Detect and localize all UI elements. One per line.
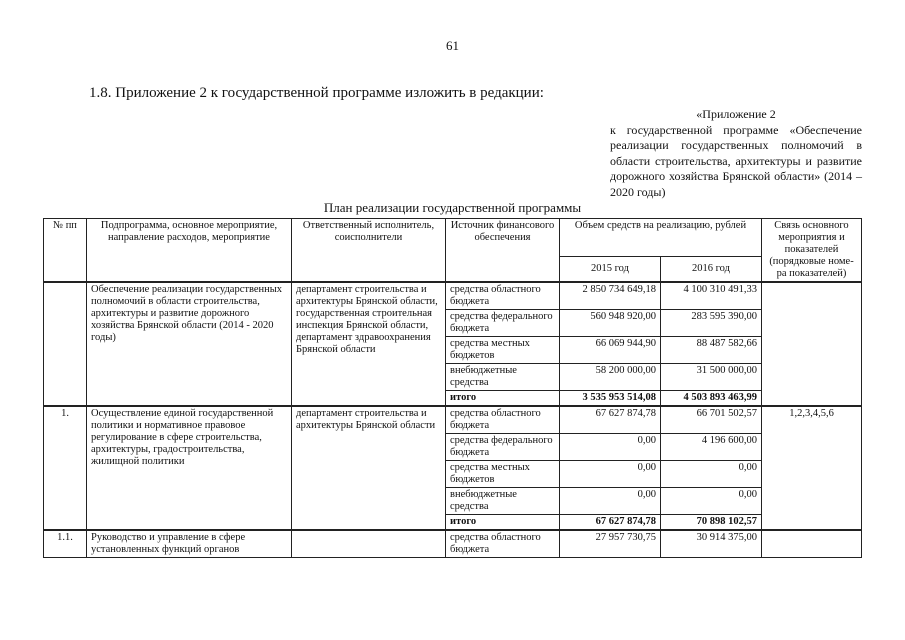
value-2016: 283 595 390,00 [661, 310, 762, 337]
section-heading: 1.8. Приложение 2 к государственной программе изложить в редакции: [89, 85, 544, 101]
value-2015: 3 535 953 514,08 [560, 391, 661, 407]
source-cell: средства областного бюджета [446, 530, 560, 558]
source-cell: средства областного бюджета [446, 406, 560, 434]
value-2015: 0,00 [560, 488, 661, 515]
value-2015: 0,00 [560, 434, 661, 461]
value-2016: 4 503 893 463,99 [661, 391, 762, 407]
appendix-title: «Приложение 2 [696, 107, 776, 121]
value-2016: 30 914 375,00 [661, 530, 762, 558]
source-cell: средства федерального бюджета [446, 310, 560, 337]
row-number: 1.1. [44, 530, 87, 558]
col-2015-header: 2015 год [560, 257, 661, 283]
value-2015: 560 948 920,00 [560, 310, 661, 337]
value-2015: 27 957 730,75 [560, 530, 661, 558]
value-2015: 67 627 874,78 [560, 406, 661, 434]
source-cell: средства федерального бюджета [446, 434, 560, 461]
subprogram-name: Обеспечение реализации государственных полномочий в области строительства, архитектуры и развитие дорожного хозяйства Брянской области (2014 - 2020 годы) [87, 282, 292, 406]
plan-table [43, 218, 862, 558]
page-number: 61 [446, 38, 459, 53]
value-2015: 66 069 944,90 [560, 337, 661, 364]
value-2016: 66 701 502,57 [661, 406, 762, 434]
col-volume-header: Объем средств на реализацию, рублей [560, 219, 762, 257]
source-cell: итого [446, 515, 560, 531]
value-2016: 31 500 000,00 [661, 364, 762, 391]
source-cell: средства областного бюджета [446, 282, 560, 310]
col-subprogram-header: Подпрограмма, основное мероприятие, направление расходов, мероприятие [87, 219, 292, 283]
source-cell: внебюджетные средства [446, 364, 560, 391]
value-2015: 58 200 000,00 [560, 364, 661, 391]
appendix-block [610, 107, 862, 200]
col-source-header: Источник финансового обеспечения [446, 219, 560, 283]
indicator-link: 1,2,3,4,5,6 [762, 406, 862, 530]
col-num-header: № пп [44, 219, 87, 283]
value-2016: 4 196 600,00 [661, 434, 762, 461]
value-2016: 0,00 [661, 488, 762, 515]
col-link-header: Связь основного мероприятия и показателей (порядковые номе-ра показателей) [762, 219, 862, 283]
value-2016: 88 487 582,66 [661, 337, 762, 364]
table-row [44, 530, 862, 558]
subprogram-name: Осуществление единой государственной политики и нормативное правовое регулирование в сфере строительства, архитектуры, градостроительства, жилищной политики [87, 406, 292, 530]
source-cell: внебюджетные средства [446, 488, 560, 515]
responsible-cell: департамент строительства и архитектуры Брянской области, государственная строительная инспекция Брянской области, департамент здравоохранения Брянской области [292, 282, 446, 406]
table-row [44, 406, 862, 434]
source-cell: средства местных бюджетов [446, 461, 560, 488]
table-row [44, 282, 862, 310]
value-2016: 0,00 [661, 461, 762, 488]
row-number: 1. [44, 406, 87, 530]
value-2015: 0,00 [560, 461, 661, 488]
header-row [44, 219, 862, 257]
col-2016-header: 2016 год [661, 257, 762, 283]
value-2015: 67 627 874,78 [560, 515, 661, 531]
source-cell: итого [446, 391, 560, 407]
plan-title: План реализации государственной программы [323, 200, 582, 215]
appendix-subtitle: к государственной программе «Обеспечение реализации государственных полномочий в области строительства, архитектуры и развитие дорожного хозяйства Брянской области» (2014 – 2020 годы) [610, 122, 862, 199]
source-cell: средства местных бюджетов [446, 337, 560, 364]
subprogram-name: Руководство и управление в сфере установленных функций органов [87, 530, 292, 558]
col-responsible-header: Ответственный исполнитель, соисполнители [292, 219, 446, 283]
value-2016: 4 100 310 491,33 [661, 282, 762, 310]
value-2015: 2 850 734 649,18 [560, 282, 661, 310]
responsible-cell: департамент строительства и архитектуры Брянской области [292, 406, 446, 530]
value-2016: 70 898 102,57 [661, 515, 762, 531]
